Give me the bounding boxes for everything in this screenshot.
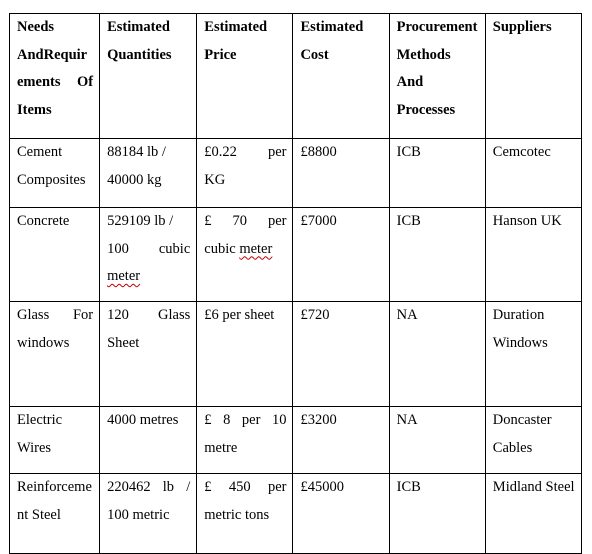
cell-quantity: [100, 139, 197, 208]
cell-cost: £7000: [293, 208, 389, 302]
header-price: Estimated Price: [197, 14, 293, 139]
table-row: [10, 208, 582, 302]
cell-price: £ 450 per metric tons: [197, 474, 293, 554]
table-row: [10, 474, 582, 554]
cell-supplier: Midland Steel: [485, 474, 581, 554]
header-procurement: Procurement Methods And Processes: [389, 14, 485, 139]
cell-cost: £3200: [293, 407, 389, 474]
cell-quantity: 120 Glass Sheet: [100, 302, 197, 407]
cell-supplier: Doncaster Cables: [485, 407, 581, 474]
price-line: meter: [239, 240, 273, 257]
cell-cost: £720: [293, 302, 389, 407]
cell-price: [197, 208, 293, 302]
header-quantities: Estimated Quantities: [100, 14, 197, 139]
cell-method: NA: [389, 302, 485, 407]
quantity-line: 88184 lb /: [107, 144, 166, 160]
cell-cost: £45000: [293, 474, 389, 554]
cell-item: Glass For windows: [10, 302, 100, 407]
cell-quantity: 4000 metres: [100, 407, 197, 474]
cell-method: ICB: [389, 208, 485, 302]
table-row: [10, 302, 582, 407]
cell-supplier: Duration Windows: [485, 302, 581, 407]
header-needs: Needs AndRequirements Of Items: [10, 14, 100, 139]
cell-method: ICB: [389, 139, 485, 208]
quantity-line: 529109 lb /: [107, 213, 174, 229]
cell-price: [197, 139, 293, 208]
price-line: £0.22 per: [204, 144, 287, 160]
cell-cost: £8800: [293, 139, 389, 208]
cell-item: Electric Wires: [10, 407, 100, 474]
procurement-table: [9, 13, 582, 554]
price-line: £ 70 per: [204, 213, 287, 229]
price-line: cubic: [204, 240, 236, 257]
header-suppliers: Suppliers: [485, 14, 581, 139]
cell-supplier: Hanson UK: [485, 208, 581, 302]
price-line: KG: [204, 171, 226, 188]
cell-item: Reinforcement Steel: [10, 474, 100, 554]
cell-quantity: 220462 lb / 100 metric: [100, 474, 197, 554]
cell-item: Cement Composites: [10, 139, 100, 208]
header-cost: Estimated Cost: [293, 14, 389, 139]
cell-item: Concrete: [10, 208, 100, 302]
table-row: [10, 139, 582, 208]
cell-supplier: Cemcotec: [485, 139, 581, 208]
cell-price: £ 8 per 10 metre: [197, 407, 293, 474]
cell-price: £6 per sheet: [197, 302, 293, 407]
quantity-line: meter: [107, 268, 141, 284]
cell-quantity: [100, 208, 197, 302]
cell-method: NA: [389, 407, 485, 474]
quantity-line: 40000 kg: [107, 171, 162, 188]
table-header-row: [10, 14, 582, 139]
quantity-line: 100 cubic: [107, 240, 191, 257]
table-row: [10, 407, 582, 474]
cell-method: ICB: [389, 474, 485, 554]
